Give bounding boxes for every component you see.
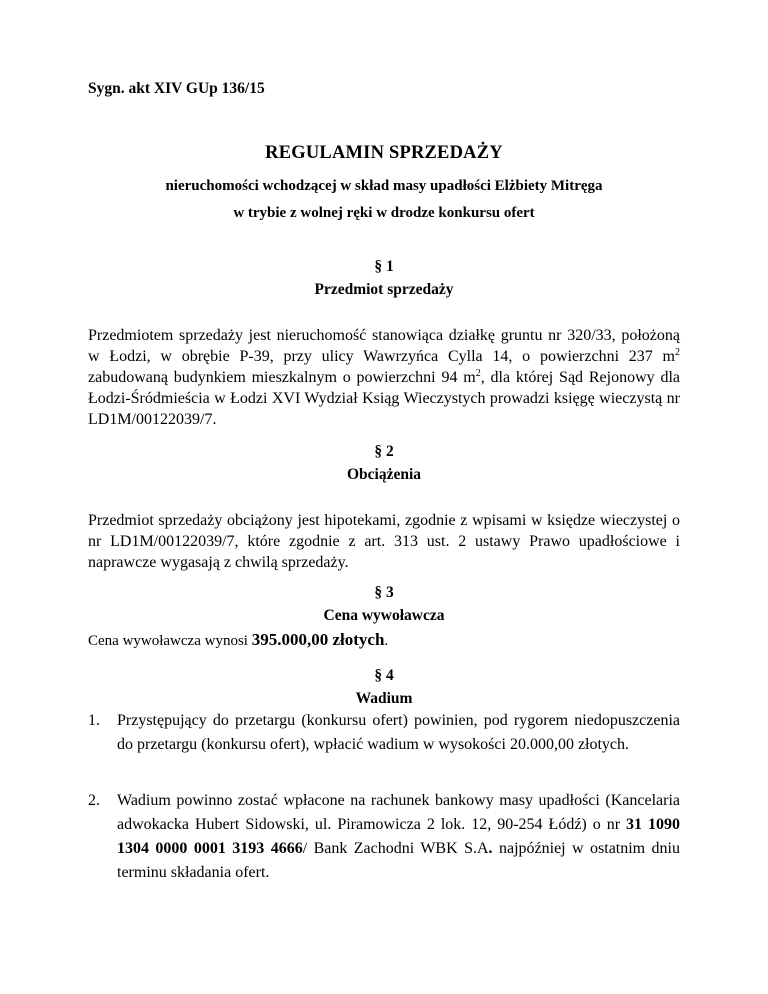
document-subtitle-2: w trybie z wolnej ręki w drodze konkursu ofert	[233, 205, 535, 221]
section-1-number: § 1	[374, 258, 394, 275]
list-item: 2. Wadium powinno zostać wpłacone na rachunek bankowy masy upadłości (Kancelaria adwokacka Hubert Sidowski, ul. Piramowicza 2 lok. 12, 90-254 Łódź) o nr 31 1090 1304 0000 0001 3193 4666/ Bank Zachodni WBK S.A. najpóźniej w ostatnim dniu terminu składania ofert.	[88, 792, 681, 881]
document-title: REGULAMIN SPRZEDAŻY	[265, 143, 503, 163]
list-item: 1. Przystępujący do przetargu (konkursu ofert) powinien, pod rygorem niedopuszczenia do przetargu (konkursu ofert), wpłacić wadium w wysokości 20.000,00 złotych.	[88, 712, 680, 753]
section-4-title: Wadium	[355, 690, 413, 707]
section-1-title: Przedmiot sprzedaży	[314, 281, 454, 298]
section-4-number: § 4	[374, 667, 394, 684]
section-1-paragraph: Przedmiotem sprzedaży jest nieruchomość stanowiąca działkę gruntu nr 320/33, położoną w Łodzi, w obrębie P-39, przy ulicy Wawrzyńca Cylla 14, o powierzchni 237 $m^2$ zabudowaną budynkiem mieszkalnym o powierzchni 94 $m^2$, dla której Sąd Rejonowy dla Łodzi-Śródmieścia w Łodzi XVI Wydział Ksiąg Wieczystych prowadzi księgę wieczystą nr LD1M/00122039/7.	[88, 327, 681, 428]
document-subtitle-1: nieruchomości wchodzącej w skład masy upadłości Elżbiety Mitręga	[165, 178, 603, 194]
section-3-title: Cena wywoławcza	[323, 607, 445, 624]
starting-price: Cena wywoławcza wynosi 395.000,00 złotych.	[88, 630, 389, 649]
section-3-number: § 3	[374, 584, 394, 601]
section-2-title: Obciążenia	[346, 466, 422, 483]
bank-account-number: 31 1090 1304 0000 0001 3193 4666	[117, 816, 681, 857]
case-reference: Sygn. akt XIV GUp 136/15	[88, 80, 265, 97]
price-amount: 395.000,00 złotych	[251, 630, 385, 649]
section-2-number: § 2	[374, 443, 394, 460]
section-2-paragraph: Przedmiot sprzedaży obciążony jest hipotekami, zgodnie z wpisami w księdze wieczystej o nr LD1M/00122039/7, które zgodnie z art. 313 ust. 2 ustawy Prawo upadłościowe i naprawcze wygasają z chwilą sprzedaży.	[88, 512, 680, 571]
